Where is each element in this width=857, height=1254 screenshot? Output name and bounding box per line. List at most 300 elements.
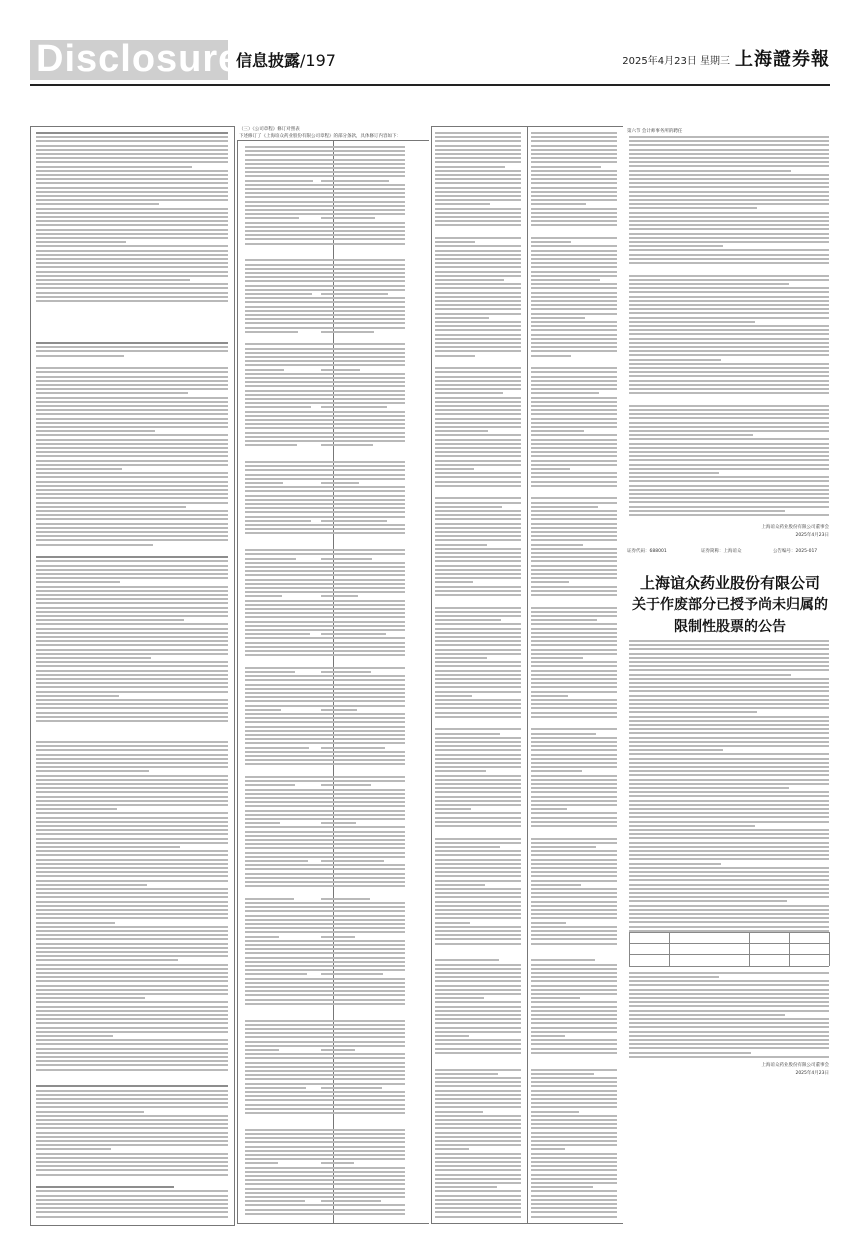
text-line [321,696,405,698]
text-line [629,816,829,818]
text-line [245,1087,306,1089]
text-line [321,797,405,799]
text-line [36,489,228,491]
text-line [435,1022,521,1024]
text-line [245,331,298,333]
text-line [435,884,485,886]
text-line [245,898,294,900]
text-line [36,229,228,231]
text-line [531,464,617,466]
text-line [435,1014,521,1016]
text-line [245,222,329,224]
text-line [36,985,228,987]
text-line [531,481,617,483]
text-line [531,510,617,512]
text-line [531,892,617,894]
text-line [629,375,829,377]
text-line [531,905,617,907]
text-line [36,943,228,945]
text-line [321,1112,405,1114]
text-line [36,880,228,882]
text-line [531,476,617,478]
text-line [531,166,601,168]
text-line [435,149,521,151]
text-line [245,600,329,602]
text-line [36,699,228,701]
text-line [245,948,329,950]
text-line [435,586,521,588]
text-line [531,871,617,873]
text-line [531,262,617,264]
text-line [629,455,829,457]
text-line [245,1154,329,1156]
text-line [36,493,228,495]
text-line [629,1010,829,1012]
text-line [629,275,829,277]
text-line [245,873,329,875]
text-line [245,621,329,623]
text-line [629,317,829,319]
text-line [629,350,829,352]
text-line [629,413,829,415]
text-line [321,394,405,396]
text-line [321,1171,405,1173]
text-line [245,486,329,488]
text-line [435,1207,521,1209]
text-line [321,612,405,614]
text-line [629,791,829,793]
text-line [435,1199,521,1201]
text-line [245,1108,329,1110]
text-line [245,175,329,177]
text-line [531,1022,617,1024]
text-line [629,682,829,684]
table-rule [789,932,790,966]
text-line [629,199,829,201]
text-line [36,1102,228,1104]
text-line [36,762,228,764]
text-line [245,1175,329,1177]
text-line [245,1146,329,1148]
text-line [435,636,521,638]
text-line [531,182,617,184]
text-line [321,356,405,358]
stock-info-row [627,548,833,556]
text-line [36,783,228,785]
text-line [36,1106,228,1108]
text-line [36,842,228,844]
text-line [531,1190,617,1192]
text-line [531,674,617,676]
text-line [245,1167,329,1169]
text-line [629,203,829,205]
text-line [531,1014,617,1016]
text-line [245,591,329,593]
text-line [36,1039,228,1041]
text-line [245,688,329,690]
text-line [321,1024,405,1026]
text-line [36,468,122,470]
text-line [435,892,521,894]
text-line [629,359,721,361]
text-line [36,279,190,281]
text-line [321,1200,381,1202]
text-line [36,1186,174,1188]
text-line [36,720,228,722]
text-line [245,436,329,438]
text-line [36,447,228,449]
text-line [321,322,405,324]
text-line [435,506,502,508]
text-line [245,369,284,371]
text-line [321,944,405,946]
text-line [321,377,405,379]
text-line [629,443,829,445]
text-line [629,648,829,650]
text-line [321,898,370,900]
text-line [36,754,228,756]
text-line [245,978,329,980]
text-line [245,944,329,946]
text-line [629,1022,829,1024]
text-line [435,321,521,323]
text-line [531,397,617,399]
text-line [36,342,228,344]
text-line [531,854,617,856]
text-line [321,810,405,812]
text-line [245,268,329,270]
text-line [321,503,405,505]
text-line [245,1045,329,1047]
text-line [245,1070,329,1072]
text-line [321,1162,354,1164]
text-line [245,1028,329,1030]
text-line [629,1018,829,1020]
text-line [36,909,228,911]
text-line [321,692,405,694]
text-line [321,516,405,518]
column-4 [627,126,833,546]
text-line [245,213,329,215]
disclosure-logo [30,38,241,80]
text-line [435,959,499,961]
text-line [531,1052,617,1054]
text-line [321,1057,405,1059]
text-line [321,217,375,219]
text-line [321,604,405,606]
text-line [435,1069,521,1071]
text-line [36,199,228,201]
text-line [245,1112,329,1114]
text-line [531,930,617,932]
text-line [435,384,521,386]
text-line [435,1190,521,1192]
text-line [36,703,228,705]
text-line [531,938,617,940]
text-line [245,532,329,534]
text-line [531,443,617,445]
text-line [36,426,228,428]
text-line [629,245,723,247]
text-line [435,451,521,453]
text-line [435,997,484,999]
text-line [435,825,521,827]
text-line [531,208,617,210]
text-line [245,885,329,887]
text-line [531,644,617,646]
text-line [435,145,521,147]
text-line [245,969,329,971]
text-line [245,721,329,723]
text-line [531,959,595,961]
text-line [531,237,617,239]
text-line [629,308,829,310]
text-line [321,742,405,744]
text-line [629,640,829,642]
text-line [36,695,119,697]
text-line [629,716,829,718]
text-line [531,518,617,520]
text-line [629,770,829,772]
text-line [435,502,521,504]
text-line [629,879,829,881]
text-line [435,350,521,352]
text-line [321,196,405,198]
text-line [36,1144,228,1146]
section-title [236,48,336,71]
text-line [531,1127,617,1129]
text-line [321,520,387,522]
text-line [531,926,617,928]
text-line [36,258,228,260]
text-line [321,1204,405,1206]
text-line [321,839,405,841]
text-line [36,439,228,441]
text-line [245,734,329,736]
text-line [629,900,787,902]
text-line [531,418,617,420]
text-line [531,838,617,840]
text-line [245,700,329,702]
text-line [36,1052,228,1054]
text-line [531,682,617,684]
text-line [245,1188,329,1190]
text-line [245,923,329,925]
text-line [245,1024,329,1026]
text-line [435,1006,521,1008]
text-line [435,943,521,945]
text-line [36,917,228,919]
text-line [531,1148,565,1150]
text-line [435,1186,497,1188]
text-line [36,800,228,802]
text-line [321,146,405,148]
text-line [531,187,617,189]
text-line [36,497,228,499]
text-line [36,1161,228,1163]
text-line [36,569,228,571]
text-line [321,637,405,639]
text-line [435,241,475,243]
text-line [531,552,617,554]
text-line [531,313,617,315]
text-line [435,208,521,210]
text-line [321,621,405,623]
text-line [36,749,228,751]
text-line [321,957,405,959]
text-line [629,1014,785,1016]
text-line [36,514,228,516]
text-line [435,661,521,663]
text-line [245,285,329,287]
text-line [36,187,228,189]
text-line [36,787,228,789]
text-line [435,287,521,289]
text-line [245,390,329,392]
text-line [321,293,388,295]
text-line [629,661,829,663]
text-line [531,170,617,172]
text-line [245,789,329,791]
text-line [531,1161,617,1163]
text-line [531,758,617,760]
text-line [321,751,405,753]
text-line [531,161,617,163]
text-line [36,863,228,865]
text-line [36,1048,228,1050]
text-line [245,940,329,942]
text-line [629,497,829,499]
text-line [435,1216,521,1218]
text-line [36,577,228,579]
text-line [629,157,829,159]
text-line [629,833,829,835]
text-line [321,154,405,156]
text-line [531,178,617,180]
text-line [245,654,329,656]
text-line [531,636,617,638]
text-line [435,342,521,344]
text-line [629,392,829,394]
text-line [435,1182,521,1184]
text-line [531,901,617,903]
text-line [245,713,329,715]
text-line [245,356,329,358]
text-line [245,238,329,240]
text-line [531,640,617,642]
text-line [245,562,329,564]
text-line [435,250,521,252]
text-line [321,747,385,749]
text-line [629,926,829,928]
text-line [321,952,405,954]
text-line [629,1031,829,1033]
text-line [36,930,228,932]
text-line [531,506,598,508]
text-line [531,1157,617,1159]
text-line [36,203,159,205]
text-line [531,577,617,579]
text-line [321,1104,405,1106]
text-line [435,1018,521,1020]
text-line [435,468,474,470]
text-line [36,628,228,630]
text-line [36,791,228,793]
text-line [435,161,521,163]
text-line [321,948,405,950]
text-line [245,415,329,417]
text-line [36,1043,228,1045]
text-line [245,1162,278,1164]
text-line [531,997,580,999]
text-line [321,625,405,627]
text-line [531,329,617,331]
text-line [36,1123,228,1125]
text-line [321,646,405,648]
text-line [245,810,329,812]
text-line [321,1183,405,1185]
text-line [321,180,389,182]
text-line [321,831,405,833]
text-line [629,346,829,348]
text-line [435,775,521,777]
text-line [245,738,329,740]
text-line [629,984,829,986]
text-line [435,871,521,873]
text-line [435,1077,521,1079]
text-line [435,203,490,205]
text-line [36,1090,228,1092]
text-line [245,402,329,404]
text-line [629,510,785,512]
announcement-number: 公告编号：2025-017 [773,549,818,554]
text-line [321,1108,405,1110]
text-line [435,1144,521,1146]
text-line [531,145,617,147]
text-line [321,688,405,690]
text-line [245,1141,329,1143]
text-line [531,195,617,197]
text-line [435,174,521,176]
text-line [36,838,228,840]
text-line [531,1043,617,1045]
text-line [321,1078,405,1080]
text-line [245,226,329,228]
text-line [435,716,521,718]
text-line [531,1119,617,1121]
text-line [435,510,521,512]
text-line [36,153,228,155]
text-line [531,670,617,672]
text-line [435,1043,521,1045]
text-line [245,986,329,988]
text-line [321,486,405,488]
text-line [435,1094,521,1096]
text-line [36,355,124,357]
text-line [531,783,617,785]
text-line [321,1167,405,1169]
text-line [321,532,405,534]
text-line [629,296,829,298]
text-line [629,674,791,676]
text-line [321,171,405,173]
text-line [245,1036,329,1038]
text-line [531,527,617,529]
text-line [321,1066,405,1068]
text-line [629,821,829,823]
text-line [321,1062,405,1064]
text-line [435,976,521,978]
